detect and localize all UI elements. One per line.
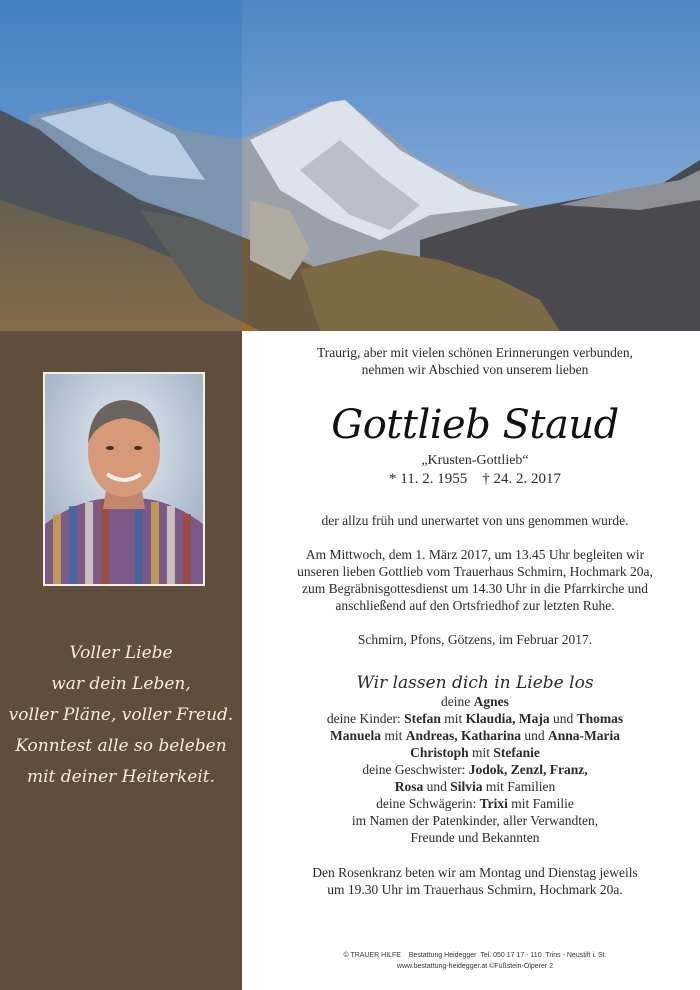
place-and-date: Schmirn, Pfons, Götzens, im Februar 2017.: [357, 632, 593, 647]
family-line: [250, 693, 700, 710]
family-name: Trixi: [479, 796, 508, 811]
family-name: Stefan: [404, 711, 441, 726]
passing-line: der allzu früh und unerwartet von uns genommen wurde.: [321, 513, 629, 528]
family-name: Manuela: [329, 728, 381, 743]
family-text: deine: [441, 694, 474, 709]
rosary-details: [250, 864, 700, 898]
family-text: mit: [440, 711, 466, 726]
footer-line: www.bestattung-heidegger.at ©Fußstein-Olperer 2: [396, 963, 554, 970]
family-text: mit: [380, 728, 406, 743]
rosary-line: um 19.30 Uhr im Trauerhaus Schmirn, Hochmark 20a.: [327, 882, 623, 897]
footer-credits: [250, 950, 700, 972]
family-text: deine Schwägerin:: [376, 796, 480, 811]
family-name: Thomas: [576, 711, 624, 726]
family-list: [250, 693, 700, 846]
family-name: Anna-Maria: [548, 728, 621, 743]
life-dates: * 11. 2. 1955 † 24. 2. 2017: [389, 471, 561, 487]
portrait-photo: [43, 372, 205, 586]
family-line: [250, 829, 700, 846]
family-text: mit Familien: [482, 779, 556, 794]
family-name: Stefanie: [493, 745, 540, 760]
header-color-band: [0, 0, 242, 331]
funeral-details: [250, 546, 700, 614]
intro-text: [250, 344, 700, 378]
family-text: deine Geschwister:: [362, 762, 469, 777]
family-name: Klaudia, Maja: [465, 711, 550, 726]
family-name: Christoph: [410, 745, 469, 760]
family-text: mit Familie: [507, 796, 574, 811]
family-text: deine Kinder:: [326, 711, 405, 726]
funeral-line: zum Begräbnisgottesdienst um 14.30 Uhr in die Pfarrkirche und: [301, 581, 649, 596]
intro-line: Traurig, aber mit vielen schönen Erinnerungen verbunden,: [317, 345, 633, 360]
farewell-heading: Wir lassen dich in Liebe los: [356, 673, 594, 693]
family-text: und: [423, 779, 451, 794]
poem-line: war dein Leben,: [51, 674, 191, 694]
family-text: im Namen der Patenkinder, aller Verwandten,: [351, 813, 599, 828]
family-line: [250, 812, 700, 829]
intro-line: nehmen wir Abschied von unserem lieben: [361, 362, 589, 377]
family-text: mit: [468, 745, 494, 760]
family-text: Freunde und Bekannten: [410, 830, 540, 845]
family-name: Andreas, Katharina: [405, 728, 522, 743]
footer-line: © TRAUER HILFE Bestattung Heidegger Tel. 050 17 17 - 110 Trins - Neustift i. St.: [343, 952, 607, 959]
deceased-name: Gottlieb Staud: [331, 402, 619, 448]
rosary-line: Den Rosenkranz beten wir am Montag und Dienstag jeweils: [312, 865, 638, 880]
family-text: und: [549, 711, 577, 726]
family-line: [250, 727, 700, 744]
family-line: [250, 795, 700, 812]
funeral-line: anschließend auf den Ortsfriedhof zur letzten Ruhe.: [335, 598, 615, 613]
poem-line: mit deiner Heiterkeit.: [26, 767, 216, 787]
poem-line: Voller Liebe: [69, 643, 173, 663]
family-line: [250, 778, 700, 795]
memorial-poem: [0, 638, 242, 793]
funeral-line: unseren lieben Gottlieb vom Trauerhaus Schmirn, Hochmark 20a,: [297, 564, 653, 579]
nickname: „Krusten-Gottlieb“: [421, 453, 529, 468]
family-name: Silvia: [450, 779, 483, 794]
family-line: [250, 744, 700, 761]
family-name: Rosa: [394, 779, 424, 794]
family-text: und: [521, 728, 549, 743]
family-name: Jodok, Zenzl, Franz,: [468, 762, 588, 777]
poem-line: Konntest alle so beleben: [15, 736, 227, 756]
portrait-illustration: [45, 374, 203, 584]
family-line: [250, 710, 700, 727]
poem-line: voller Pläne, voller Freud.: [8, 705, 234, 725]
family-name: Agnes: [473, 694, 509, 709]
funeral-line: Am Mittwoch, dem 1. März 2017, um 13.45 Uhr begleiten wir: [305, 547, 645, 562]
family-line: [250, 761, 700, 778]
